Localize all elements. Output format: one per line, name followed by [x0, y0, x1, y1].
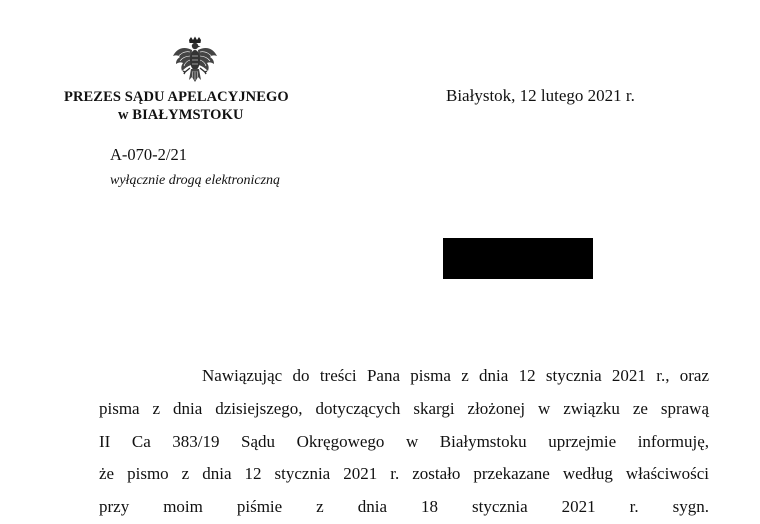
- redacted-recipient-block: [443, 238, 593, 279]
- delivery-note: wyłącznie drogą elektroniczną: [110, 173, 281, 188]
- letter-line: że pismo z dnia 12 stycznia 2021 r. zostało przekazane według właściwości: [99, 464, 709, 484]
- letter-line: Nawiązując do treści Pana pisma z dnia 12 stycznia 2021 r., oraz: [202, 366, 709, 385]
- letter-line: II Ca 383/19 Sądu Okręgowego w Białymstoku uprzejmie informuję,: [99, 431, 709, 451]
- letter-body: [99, 360, 709, 524]
- case-reference: A-070-2/21: [110, 145, 187, 164]
- polish-eagle-emblem-icon: [172, 36, 218, 88]
- letter-line: pisma z dnia dzisiejszego, dotyczących skargi złożonej w związku ze sprawą: [99, 398, 709, 418]
- letter-line: przy moim piśmie z dnia 18 stycznia 2021 r. sygn.: [99, 497, 709, 517]
- place-and-date: Białystok, 12 lutego 2021 r.: [446, 86, 635, 105]
- court-name-line-1: PREZES SĄDU APELACYJNEGO: [64, 89, 289, 105]
- court-name-line-2: w BIAŁYMSTOKU: [118, 107, 244, 123]
